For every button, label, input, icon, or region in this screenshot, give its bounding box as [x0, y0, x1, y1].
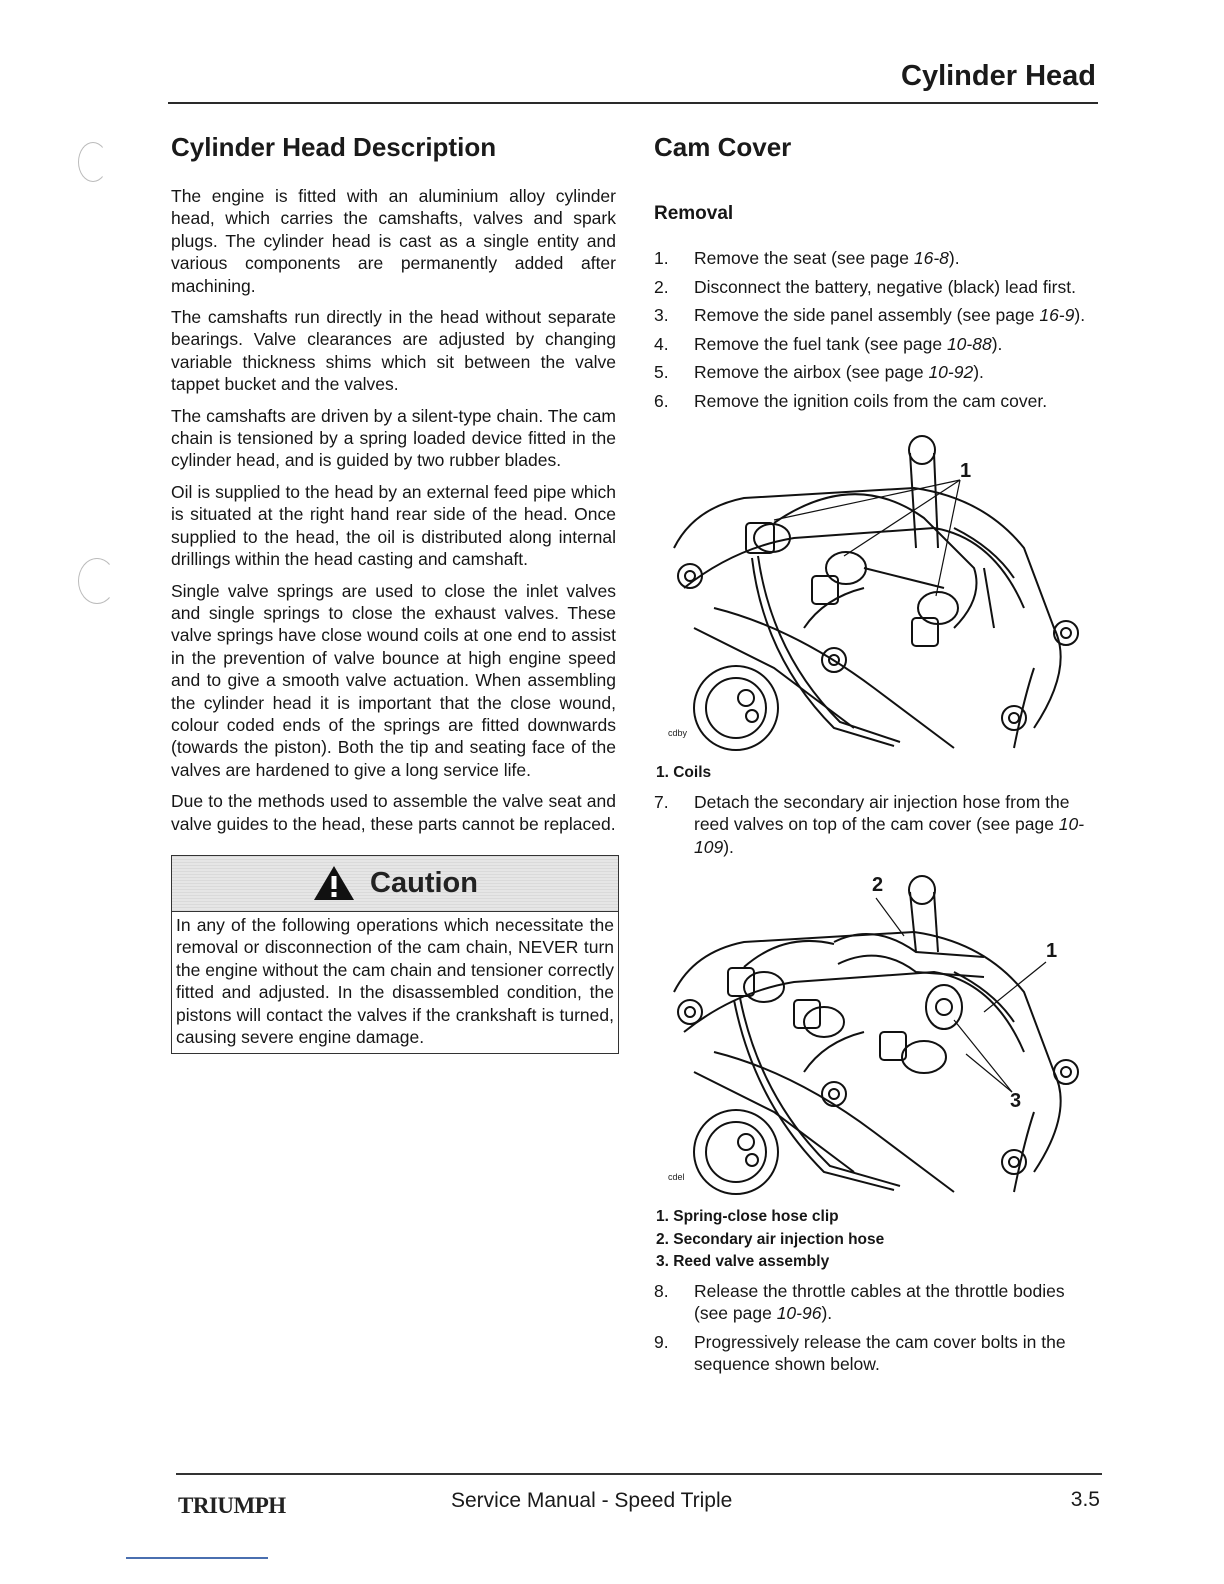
step-item: 6. Remove the ignition coils from the cam cover.	[654, 390, 1048, 411]
page-number: 3.5	[1070, 1488, 1100, 1511]
step-item: 1. Remove the seat (see page 16-8).	[654, 248, 960, 268]
callout-number: 1	[960, 460, 972, 482]
page-reference: 16-9	[1039, 305, 1075, 325]
callout-number: 2	[872, 874, 884, 896]
caution-box	[171, 855, 619, 1054]
header-divider	[168, 102, 1098, 104]
paragraph: Due to the methods used to assemble the valve seat and valve guides to the head, these parts cannot be replaced.	[171, 791, 616, 834]
margin-mark	[78, 558, 116, 604]
page-reference: 10-109	[694, 814, 1085, 857]
step-item: 9. Progressively release the cam cover bolts in the sequence shown below.	[654, 1331, 1066, 1374]
cam-cover-coils-illustration	[654, 428, 1102, 758]
step-item: 3. Remove the side panel assembly (see page 16-9).	[654, 305, 1086, 325]
corner-rule	[126, 1557, 268, 1559]
figure-air-injection	[654, 872, 1102, 1202]
warning-triangle-icon	[312, 864, 356, 902]
removal-step-7	[654, 791, 1102, 859]
callout-number: 1	[1046, 940, 1058, 962]
caution-title: Caution	[370, 866, 478, 899]
paragraph: Single valve springs are used to close the inlet valves and single springs to close the exhaust valves. These valve springs have close wound coils at one end to assist in the prevention of valve bounce at high engine speed and to give a smooth valve actuation. When assembling the cylinder head it is important that the close wound, colour coded ends of the springs are fitted downwards (towards the piston). Both the tip and seating face of the valves are hardened to give a long service life.	[171, 580, 616, 780]
removal-steps-8-9	[654, 1280, 1102, 1376]
right-column	[654, 132, 1102, 1382]
margin-mark	[78, 142, 108, 182]
triumph-logo: TRIUMPH	[178, 1493, 286, 1518]
step-item: 5. Remove the airbox (see page 10-92).	[654, 362, 984, 382]
paragraph: Oil is supplied to the head by an external feed pipe which is situated at the right hand rear side of the head. Once supplied to the head, the oil is distributed along internal drillings within the head casting and camshaft.	[171, 481, 616, 570]
page-reference: 10-92	[928, 362, 974, 382]
step-item: 2. Disconnect the battery, negative (black) lead first.	[654, 276, 1076, 297]
page-reference: 10-96	[776, 1303, 822, 1323]
footer-divider	[176, 1473, 1102, 1475]
section-heading-cylinder-head-description: Cylinder Head Description	[171, 132, 497, 162]
caution-header	[172, 856, 618, 912]
removal-steps-1-6	[654, 247, 1102, 412]
footer-title: Service Manual - Speed Triple	[451, 1489, 733, 1512]
step-item: 7. Detach the secondary air injection hose from the reed valves on top of the cam cover (see page 10-109).	[654, 791, 1085, 857]
figure-caption: 1. Spring-close hose clip 2. Secondary air injection hose 3. Reed valve assembly	[656, 1208, 885, 1270]
figure-caption: 1. Coils	[656, 764, 712, 781]
section-heading-cam-cover: Cam Cover	[654, 132, 792, 162]
page-reference: 16-8	[913, 248, 949, 268]
paragraph: The camshafts run directly in the head without separate bearings. Valve clearances are adjusted by changing variable thickness shims which sit between the valve tappet bucket and the valves.	[171, 307, 616, 395]
step-item: 4. Remove the fuel tank (see page 10-88).	[654, 333, 1003, 354]
subheading-removal: Removal	[654, 203, 734, 224]
paragraph: The engine is fitted with an aluminium alloy cylinder head, which carries the camshafts, valves and spark plugs. The cylinder head is cast as a single entity and various components are permanently added after machining.	[171, 186, 616, 296]
figure-code: cdel	[668, 1172, 685, 1182]
figure-coils	[654, 428, 1102, 758]
caution-text: In any of the following operations which necessitate the removal or disconnection of the cam chain, NEVER turn the engine without the cam chain and tensioner correctly fitted and adjusted. In the disassembled condition, the pistons will contact the valves if the crankshaft is turned, causing severe engine damage.	[176, 914, 614, 1048]
figure-code: cdby	[668, 728, 688, 738]
page-header-title: Cylinder Head	[901, 60, 1096, 92]
callout-number: 3	[1010, 1090, 1022, 1112]
step-item: 8. Release the throttle cables at the throttle bodies (see page 10-96).	[654, 1280, 1065, 1323]
secondary-air-injection-illustration	[654, 872, 1102, 1202]
page-reference: 10-88	[946, 333, 992, 354]
paragraph: The camshafts are driven by a silent-type chain. The cam chain is tensioned by a spring loaded device fitted in the cylinder head, and is guided by two rubber blades.	[171, 405, 616, 471]
left-column	[171, 132, 616, 1054]
